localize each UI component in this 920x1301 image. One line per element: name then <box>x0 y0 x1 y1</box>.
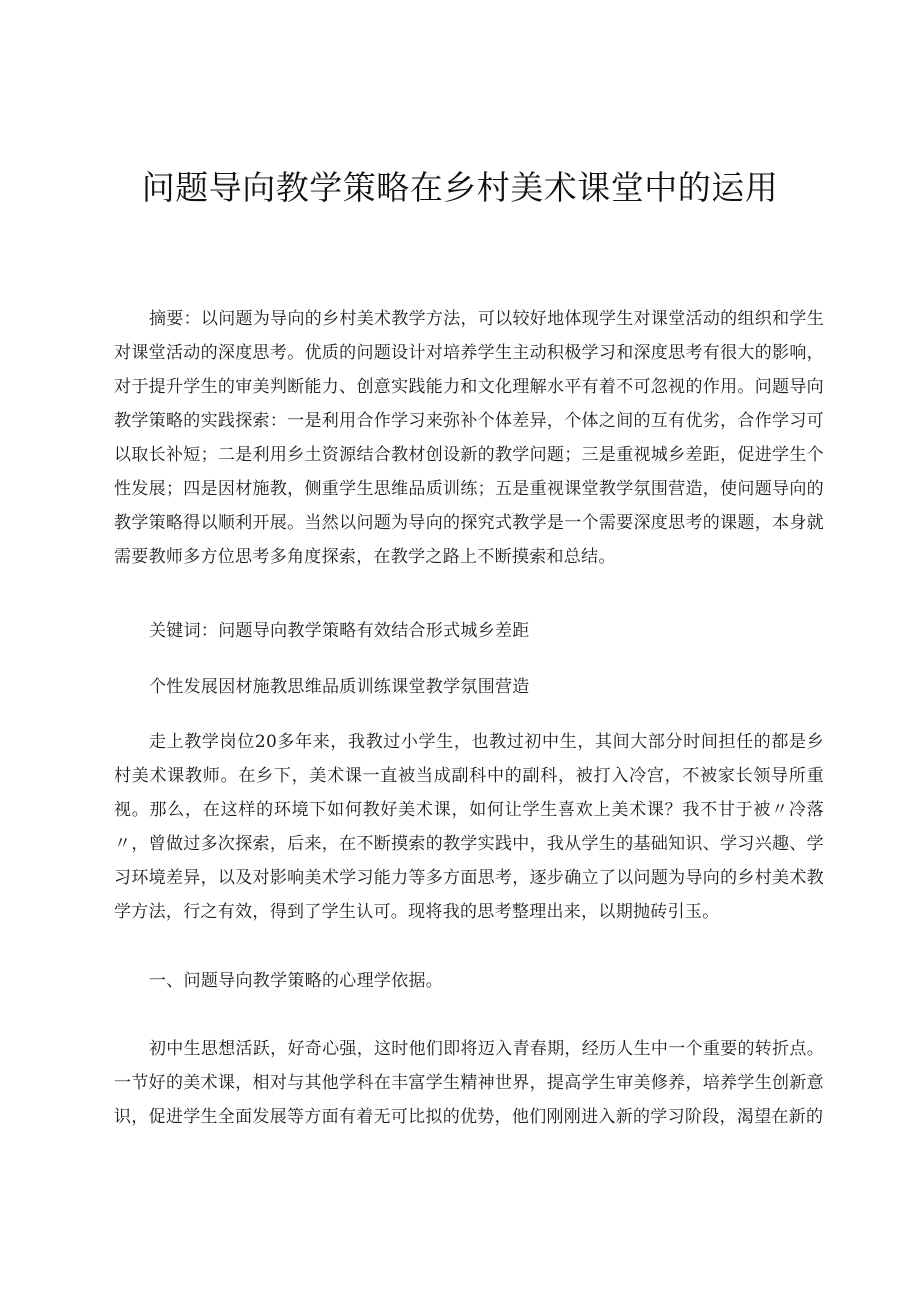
keywords-line-2: 个性发展因材施教思维品质训练课堂教学氛围营造 <box>149 677 530 697</box>
section-1-heading: 一、问题导向教学策略的心理学依据。 <box>149 971 444 991</box>
abstract-paragraph: 摘要：以问题为导向的乡村美术教学方法，可以较好地体现学生对课堂活动的组织和学生对课堂活动的深度思考。优质的问题设计对培养学生主动积极学习和深度思考有很大的影响，对于提升学生的审美判断能力、创意实践能力和文化理解水平有着不可忽视的作用。问题导向教学策略的实践探索：一是利用合作学习来弥补个体差异，个体之间的互有优劣，合作学习可以取长补短；二是利用乡土资源结合教材创设新的教学问题；三是重视城乡差距，促进学生个性发展；四是因材施教，侧重学生思维品质训练；五是重视课堂教学氛围营造，使问题导向的教学策略得以顺利开展。当然以问题为导向的探究式教学是一个需要深度思考的课题，本身就需要教师多方位思考多角度探索，在教学之路上不断摸索和总结。 <box>114 309 824 567</box>
intro-paragraph: 走上教学岗位20多年来，我教过小学生，也教过初中生，其间大部分时间担任的都是乡村美术课教师。在乡下，美术课一直被当成副科中的副科，被打入冷宫，不被家长领导所重视。那么，在这样的环境下如何教好美术课，如何让学生喜欢上美术课？我不甘于被〃冷落〃，曾做过多次探索，后来，在不断摸索的教学实践中，我从学生的基础知识、学习兴趣、学习环境差异，以及对影响美术学习能力等多方面思考，逐步确立了以问题为导向的乡村美术教学方法，行之有效，得到了学生认可。现将我的思考整理出来，以期抛砖引玉。 <box>114 732 824 922</box>
keywords-line-1: 关键词：问题导向教学策略有效结合形式城乡差距 <box>149 621 530 641</box>
document-title: 问题导向教学策略在乡村美术课堂中的运用 <box>141 168 779 207</box>
section-1-body-paragraph: 初中生思想活跃，好奇心强，这时他们即将迈入青春期，经历人生中一个重要的转折点。一节好的美术课，相对与其他学科在丰富学生精神世界，提高学生审美修养，培养学生创新意识，促进学生全面发展等方面有着无可比拟的优势，他们刚刚进入新的学习阶段，渴望在新的 <box>114 1039 824 1127</box>
